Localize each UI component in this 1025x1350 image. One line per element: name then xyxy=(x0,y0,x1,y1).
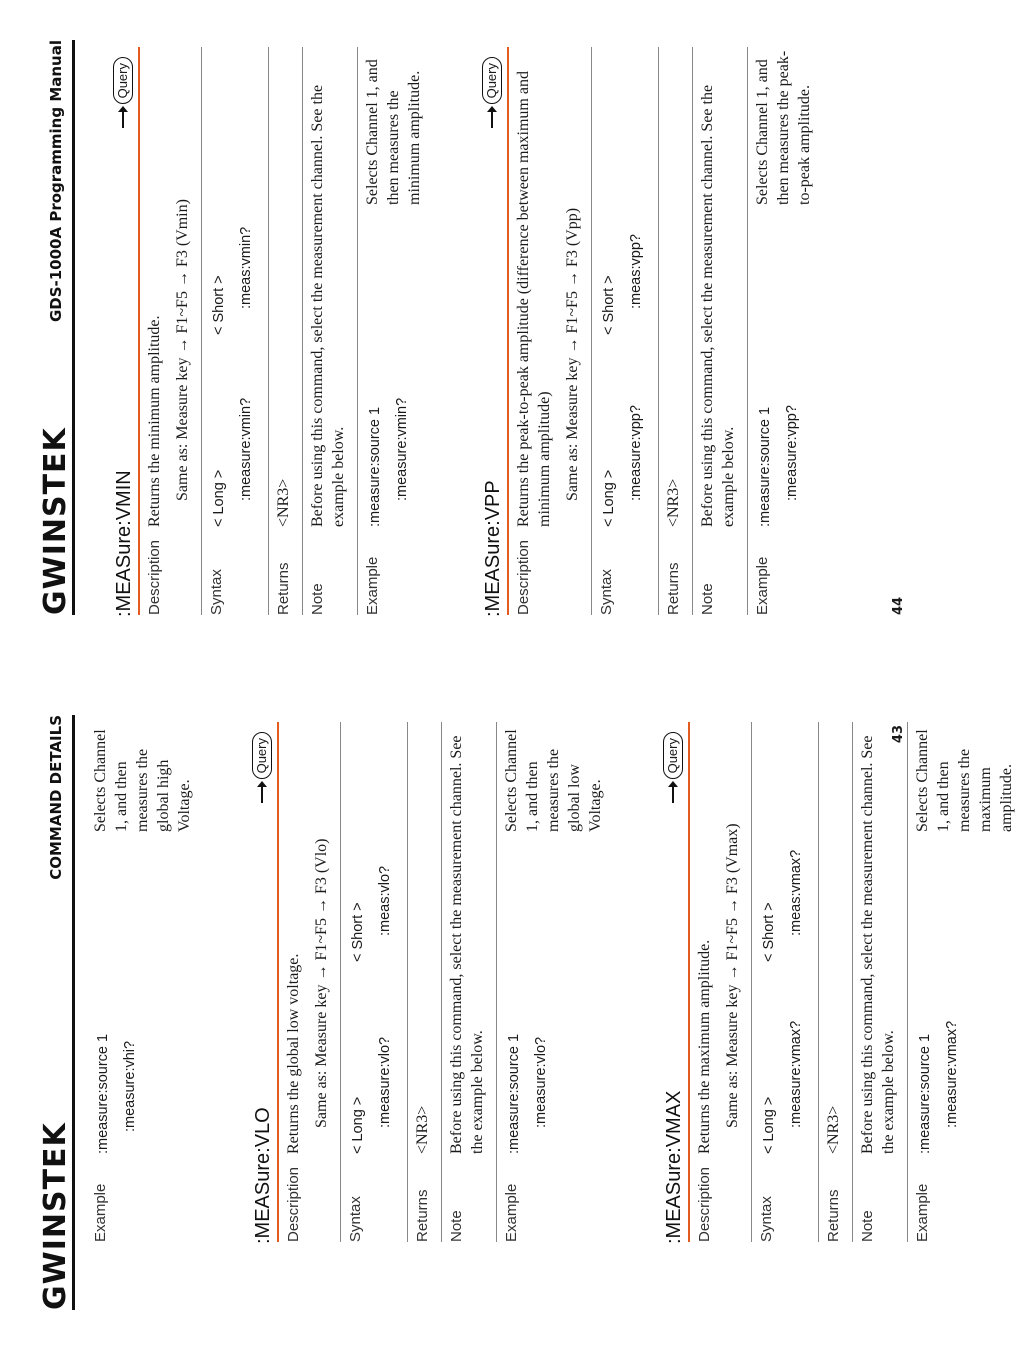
gwinstek-logo: GWINSTEK xyxy=(38,1122,73,1310)
gwinstek-logo: GWINSTEK xyxy=(38,427,73,615)
arrow-icon xyxy=(261,783,263,803)
description-row: Description Returns the maximum amplitude. Same as: Measure key → F1~F5 → F3 (Vmax) xyxy=(696,823,741,1242)
section-title: :MEASure:VLO xyxy=(252,1107,274,1244)
arrow-icon xyxy=(491,108,493,128)
page-content xyxy=(86,722,1025,1242)
arrow-icon xyxy=(122,108,124,128)
page-number: 43 xyxy=(891,725,906,744)
query-badge: Query xyxy=(663,732,683,803)
same-as-text: Same as: Measure key → F1~F5 → F3 (Vlo) xyxy=(313,838,330,1128)
section-vmax xyxy=(636,722,690,1242)
section-vpp xyxy=(455,47,509,615)
example-row: Example :measure:source 1 :measure:vmax? Selects Channel 1, and then measures the maximum amplitude. xyxy=(907,722,1025,1242)
syntax-row: Syntax < Long > :measure:vlo? < Short > :meas:vlo? xyxy=(340,722,407,1242)
note-row: Note Before using this command, select the measurement channel. See the example below. xyxy=(302,47,357,615)
query-badge: Query xyxy=(113,57,133,128)
example-row: Example :measure:source 1 :measure:vmin? Selects Channel 1, and then measures the minimum amplitude. xyxy=(357,47,433,615)
section-vlo xyxy=(225,722,279,1242)
description-text: Returns the global low voltage. xyxy=(285,953,302,1154)
header-title: GDS-1000A Programming Manual xyxy=(47,40,65,323)
section-title: :MEASure:VMIN xyxy=(113,470,135,617)
section-vmin xyxy=(86,47,140,615)
syntax-row: Syntax < Long > :measure:vpp? < Short > :meas:vpp? xyxy=(591,47,658,615)
note-text: Before using this command, select the measurement channel. See the example below. xyxy=(448,735,486,1154)
example-description: Selects Channel 1, and then measures the global high Voltage. xyxy=(92,729,193,832)
page-content xyxy=(86,47,823,615)
header-title: COMMAND DETAILS xyxy=(47,715,65,880)
returns-value: <NR3> xyxy=(414,1105,431,1154)
syntax-row: Syntax < Long > :measure:vmax? < Short > :meas:vmax? xyxy=(751,722,818,1242)
example-row xyxy=(86,722,203,1242)
header-rule xyxy=(72,40,75,615)
query-badge: Query xyxy=(482,57,502,128)
example-label: Example xyxy=(92,1183,109,1242)
returns-row: Returns <NR3> xyxy=(658,47,692,615)
description-row: Description Returns the peak-to-peak amplitude (difference between maximum and minimum amplitude) Same as: Measure key → F1~F5 → F3 (Vpp) xyxy=(515,71,581,615)
page-header xyxy=(40,675,72,1350)
syntax-row: Syntax < Long > :measure:vmin? < Short > :meas:vmin? xyxy=(201,47,268,615)
note-row: Note Before using this command, select the measurement channel. See the example below. xyxy=(441,722,496,1242)
header-rule xyxy=(72,715,75,1310)
page-number: 44 xyxy=(891,596,906,615)
page-44 xyxy=(0,0,954,675)
page-header xyxy=(40,0,72,675)
syntax-long: :measure:vlo? xyxy=(377,1036,393,1128)
section-title: :MEASure:VMAX xyxy=(663,1090,685,1244)
returns-row: Returns <NR3> xyxy=(818,722,852,1242)
example-command: :measure:vhi? xyxy=(122,1040,138,1132)
example-command: :measure:source 1 xyxy=(95,1033,111,1154)
query-badge: Query xyxy=(252,732,272,803)
example-row: Example :measure:source 1 :measure:vpp? Selects Channel 1, and then measures the peak-to-peak amplitude. xyxy=(747,47,823,615)
page-43 xyxy=(0,675,1015,1350)
note-row: Note Before using this command, select the measurement channel. See the example below. xyxy=(852,722,907,1242)
arrow-icon xyxy=(672,783,674,803)
returns-row: Returns <NR3> xyxy=(407,722,441,1242)
description-row: Description Returns the minimum amplitude. Same as: Measure key → F1~F5 → F3 (Vmin) xyxy=(146,199,191,615)
description-row: Description Returns the global low voltage. Same as: Measure key → F1~F5 → F3 (Vlo) xyxy=(279,722,340,1242)
returns-row: Returns <NR3> xyxy=(268,47,302,615)
example-row: Example :measure:source 1 :measure:vlo? Selects Channel 1, and then measures the global low Voltage. xyxy=(496,722,614,1242)
note-row: Note Before using this command, select the measurement channel. See the example below. xyxy=(692,47,747,615)
syntax-short: :meas:vlo? xyxy=(377,865,393,936)
section-title: :MEASure:VPP xyxy=(482,480,504,617)
